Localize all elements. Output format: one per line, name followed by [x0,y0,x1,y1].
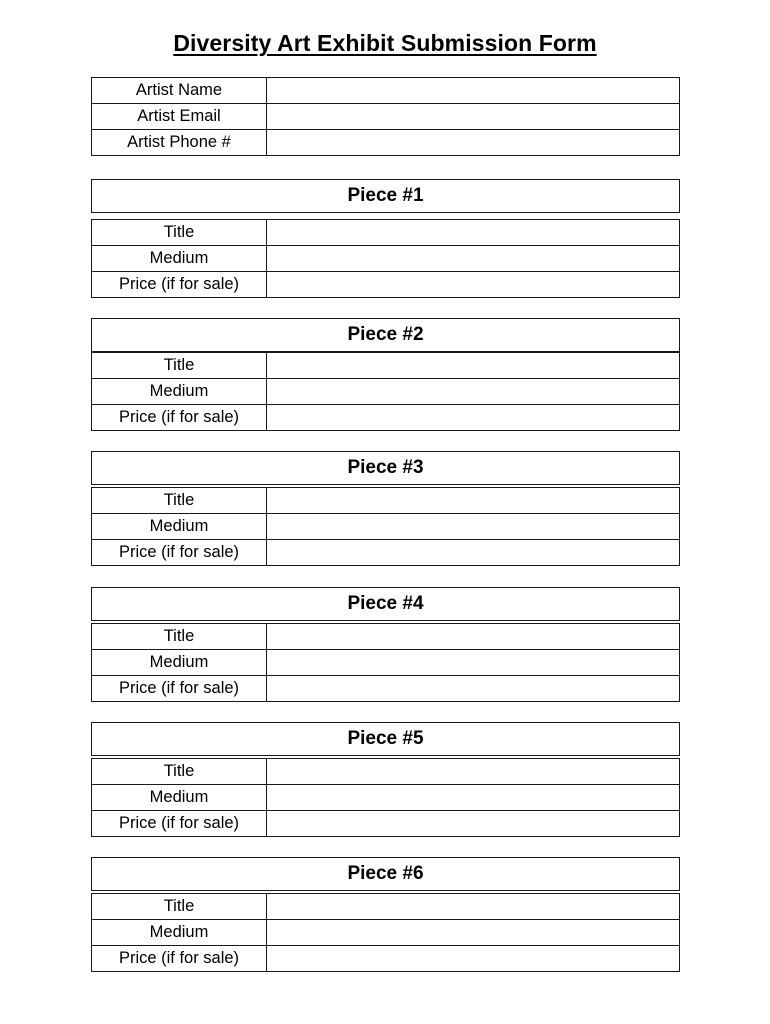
table-row [92,514,680,540]
table-row [92,811,680,837]
piece-2-heading [91,318,680,352]
piece-6-heading [91,857,680,891]
table-row [92,759,680,785]
piece-4-medium-label: Medium [92,650,267,676]
piece-5-price-label: Price (if for sale) [92,811,267,837]
table-row [92,920,680,946]
table-row [92,650,680,676]
artist-name-cell[interactable] [267,78,680,104]
piece-2-table [91,352,680,431]
piece-4-price-field[interactable] [267,676,679,701]
piece-2-title-field[interactable] [267,353,679,378]
table-row [92,379,680,405]
piece-5-title-field[interactable] [267,759,679,784]
piece-5-table [91,758,680,837]
piece-1-medium-label: Medium [92,246,267,272]
piece-5-price-cell[interactable] [267,811,680,837]
artist-info-table [91,77,680,156]
piece-6-title-label: Title [92,894,267,920]
piece-2-medium-label: Medium [92,379,267,405]
piece-4-price-label: Price (if for sale) [92,676,267,702]
piece-3-table [91,487,680,566]
piece-3-medium-field[interactable] [267,514,679,539]
piece-3-price-cell[interactable] [267,540,680,566]
piece-5-medium-label: Medium [92,785,267,811]
piece-3-medium-label: Medium [92,514,267,540]
piece-4-heading [91,587,680,621]
piece-5-title-cell[interactable] [267,759,680,785]
table-row [92,130,680,156]
artist-name-label: Artist Name [92,78,267,104]
artist-name-field[interactable] [267,78,679,103]
piece-1-price-label: Price (if for sale) [92,272,267,298]
piece-1-heading-text: Piece #1 [347,185,424,206]
artist-phone-field[interactable] [267,130,679,155]
table-row [92,540,680,566]
table-row [92,78,680,104]
piece-6-medium-field[interactable] [267,920,679,945]
artist-phone-label: Artist Phone # [92,130,267,156]
piece-3-heading [91,451,680,485]
table-row [92,488,680,514]
table-row [92,220,680,246]
piece-5-medium-cell[interactable] [267,785,680,811]
piece-1-title-cell[interactable] [267,220,680,246]
artist-email-field[interactable] [267,104,679,129]
piece-5-heading [91,722,680,756]
piece-3-heading-text: Piece #3 [347,457,424,478]
piece-2-title-cell[interactable] [267,353,680,379]
piece-3-price-field[interactable] [267,540,679,565]
table-row [92,405,680,431]
piece-1-heading [91,179,680,213]
piece-2-title-label: Title [92,353,267,379]
piece-4-medium-field[interactable] [267,650,679,675]
piece-6-medium-cell[interactable] [267,920,680,946]
table-row [92,676,680,702]
table-row [92,785,680,811]
piece-1-medium-field[interactable] [267,246,679,271]
piece-1-title-label: Title [92,220,267,246]
piece-1-medium-cell[interactable] [267,246,680,272]
piece-1-title-field[interactable] [267,220,679,245]
piece-4-price-cell[interactable] [267,676,680,702]
table-row [92,353,680,379]
piece-4-table [91,623,680,702]
table-row [92,246,680,272]
piece-6-heading-text: Piece #6 [347,863,424,884]
piece-2-price-label: Price (if for sale) [92,405,267,431]
page-title: Diversity Art Exhibit Submission Form [173,30,597,56]
piece-2-medium-field[interactable] [267,379,679,404]
artist-phone-cell[interactable] [267,130,680,156]
piece-6-price-label: Price (if for sale) [92,946,267,972]
piece-6-table [91,893,680,972]
piece-4-title-cell[interactable] [267,624,680,650]
piece-4-medium-cell[interactable] [267,650,680,676]
piece-6-title-field[interactable] [267,894,679,919]
piece-2-price-cell[interactable] [267,405,680,431]
piece-1-table [91,219,680,298]
piece-3-title-label: Title [92,488,267,514]
piece-6-medium-label: Medium [92,920,267,946]
piece-3-title-cell[interactable] [267,488,680,514]
table-row [92,894,680,920]
piece-4-heading-text: Piece #4 [347,593,424,614]
table-row [92,104,680,130]
piece-1-price-field[interactable] [267,272,679,297]
artist-email-label: Artist Email [92,104,267,130]
piece-5-medium-field[interactable] [267,785,679,810]
piece-5-price-field[interactable] [267,811,679,836]
piece-6-price-cell[interactable] [267,946,680,972]
piece-4-title-field[interactable] [267,624,679,649]
piece-3-medium-cell[interactable] [267,514,680,540]
piece-4-title-label: Title [92,624,267,650]
piece-2-medium-cell[interactable] [267,379,680,405]
piece-5-title-label: Title [92,759,267,785]
piece-2-heading-text: Piece #2 [347,324,424,345]
piece-5-heading-text: Piece #5 [347,728,424,749]
piece-2-price-field[interactable] [267,405,679,430]
table-row [92,272,680,298]
table-row [92,624,680,650]
piece-1-price-cell[interactable] [267,272,680,298]
piece-3-title-field[interactable] [267,488,679,513]
piece-3-price-label: Price (if for sale) [92,540,267,566]
piece-6-price-field[interactable] [267,946,679,971]
piece-6-title-cell[interactable] [267,894,680,920]
table-row [92,946,680,972]
artist-email-cell[interactable] [267,104,680,130]
